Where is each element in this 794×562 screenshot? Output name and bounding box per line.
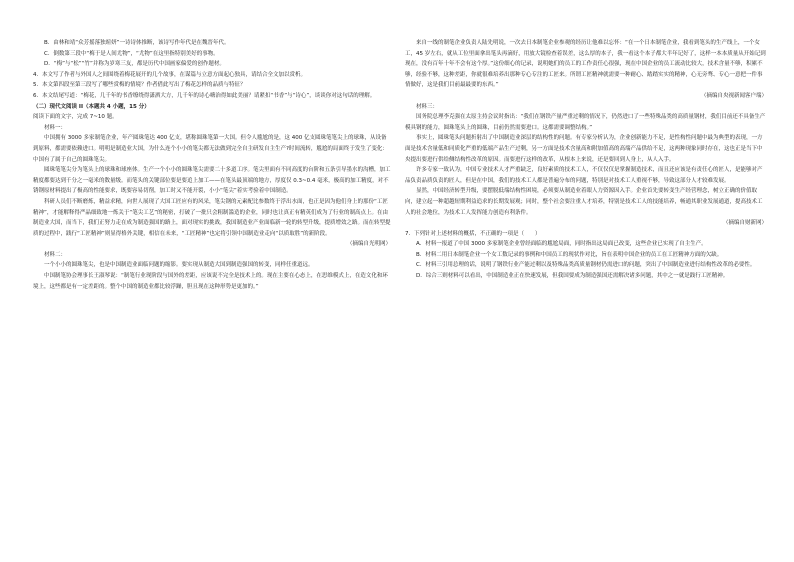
left-paragraph: C．倒数第三段中“梅于是人间尤物”，“尤物”在这里指特别美好的事物。 <box>44 50 219 57</box>
left-column <box>33 38 391 292</box>
left-paragraph: （二）现代文阅读 II（本题共 4 小题，15 分） <box>33 103 150 110</box>
right-paragraph: C．材料三引用总理的话，说明了钢铁行业产能过剩以及特殊品类高质量钢材仍需进口的问题，突出了中国制造业进行结构性改革的必要性。 <box>416 262 756 269</box>
right-paragraph: 事实上，圆珠笔头问题折射出了中国制造业深层的结构性的问题。有专家分析认为，企业创新能力不足，是性构性问题中最为典型的表现，一方面是技术含量低和同质化严重的低端产品生产过剩，另一方面是技术含量高和附加值高的高端产品供给不足，这两种现象同时存在，这也正是当下中央提出要进行供给侧结构性改革的原因。而要进行这样的改革，从根本上来说，还是要回到人身上，从人入手。 <box>405 135 763 163</box>
left-paragraph: 材料二： <box>44 251 67 258</box>
left-paragraph: 中国制笔协会理事长王淑琴说：“制笔行业现阶段与国外的差距，应该说不完全是技术上的。现在主要在心态上，在思维模式上，在造文化和环境上，这些都是有一定差距的。整个中国的制造业都比较浮躁，胆且现在这种形势是更加的。” <box>33 273 388 290</box>
right-paragraph: 国务院总理李克强在太原主持会议时指出：“我们在钢铁产量严重过剩的情况下，仍然进口了一些特殊品类的高质量钢材，我们目前还不具备生产模具钢的能力，圆珠笔头上的圆珠，目前仍然需要进口。这都需要调整结构。” <box>405 114 766 131</box>
right-paragraph: D．综合三则材料可以看出，中国制造业正在快速发展，但我国要成为制造强国还需解决诸多问题，其中之一就是践行工匠精神。 <box>416 273 729 280</box>
left-paragraph: 一个小小的圆珠笔尖，也是中国制造业面临问题的缩影。要实现从制造大国到制造强国的转变，同样任重道远。 <box>44 262 314 269</box>
right-paragraph: 材料三： <box>416 103 439 110</box>
left-paragraph: 科研人员们不断磨炼，精益求精，向世人展现了大国工匠应有的风采，笔尖钢的元素配比参数终于浮出水面，也正是因为他们身上的那份“工匠精神”，才能解释得严晶细致地一炼关于“笔尖工艺”的秘密，打破了一批只会粗制滥造的企业，同时也让真正有精英们成为了行业的制高点上。在由制造业大国，而当下，我们正努力走在成为制造强国的路上，面对现实的挑战，我国制造业产业面临新一轮的转型升级，提质增效之路。而在转型提质的过程中，践行“工匠精神”则显得格外关键，相信在未来，“工匠精神”也定将引领中国制造业走向“以质取胜”的新阶段。 <box>33 198 391 237</box>
left-paragraph: 材料一： <box>44 124 67 131</box>
left-paragraph: （摘编自光明网） <box>346 241 391 248</box>
left-paragraph: 6．本文结尾写道：“梅花，几千年的书香缭绕得潇洒大方，几千年的诗心嗨治得如此美丽？请紧扣“书香”与“诗心”，谈谈你对这句话的理解。 <box>33 92 376 99</box>
left-paragraph: B．由林和靖“众芳摇落独暄妍”一诗诗体推断，该诗写作年代是在魏晋年代。 <box>44 40 230 46</box>
left-paragraph: D．“梅”与“松”“竹”并称为岁寒三友，都是历代中国画家偏爱的创作题材。 <box>44 61 225 68</box>
right-paragraph: 许多专家一致认为，中国专业技术人才严重缺乏，良好素质的技术工人，不仅仅仅是掌握制造技术，而且还应该是有责任心的匠人，是能够对产品负责品质负责的匠人，但是在中国，我们的技术工人都是普遍分布的问题，特别是对技术工人重视不够，导致这部分人才较难发展。 <box>405 167 763 184</box>
right-paragraph: 显然，中国经济转型升级，要摆脱低端结构性困境，必须要从制造业着眼人力资源因入手。企业首先要转变生产经营理念，树立正确的价值取向，建立起一种超越短期利益追求的长期发展观；同时，整个社会要注重人才培养，特别是技术工人的技能培养，畅通其职业发展通道，提高技术工人的社会地位，为技术工人发挥能力创造有利条件。 <box>405 188 763 216</box>
left-paragraph: 阅读下面的文字，完成 7~10 题。 <box>33 114 118 121</box>
left-paragraph: 圆珠笔笔尖分为笔头上的球珠和球座体。生产一个小小的圆珠笔尖需要二十多道工序。笔尖里面有不同高度的台阶和五条引导墨水的沟槽，加工精度都要达到千分之一毫米的数量级。而笔头的关键部位要是要追上加工——在笔头最顶端的地方，厚度仅 0.3~0.4 毫米，极高的加工精度，对不锈钢原材料提出了极高的性能要求，既要容易切削，加工时又不能开裂，小小“笔尖”着实考验着中国制造。 <box>33 167 391 195</box>
right-paragraph: （摘编自财新网） <box>722 220 767 227</box>
left-paragraph: 中国拥有 3000 多家制笔企业，年产圆珠笔达 400 亿支，堪称圆珠笔第一大国。但令人尴尬的是，这 400 亿支圆珠笔笔尖上的球珠，从设备到原料，都需要依赖进口。明明是制造业大国，为什么连个小小的笔尖都无法做到完全自主研发自主生产?时间流转，尴尬的局面终于发生了变化：中国有了属于自己的圆珠笔尖。 <box>33 135 388 163</box>
left-paragraph: 5．本文第四段至第三段写了哪些赏梅的情境？作者借此写出了梅花怎样的品质与特征？ <box>33 82 246 89</box>
right-paragraph: 7．下列针对上述材料的概括，不正确的一项是（ ） <box>405 230 541 237</box>
right-paragraph: B．材料二用日本制笔企业一个女工数记录的事例和中国员工的现状作对比，旨在表明中国企业的员工在工匠精神方面的欠缺。 <box>416 251 723 258</box>
right-paragraph: A．材料一报道了中国 3000 多家制笔企业曾经面临的尴尬局面，同时指出这局面已改变，这些企业已实现了自主生产。 <box>416 241 707 248</box>
left-paragraph: 4．本文写了作者与外国人之间围绕着梅花展开的几个故事，在谋篇与立意方面起心独具，请结合全文加以赏析。 <box>33 71 307 78</box>
right-column <box>405 38 767 282</box>
right-paragraph: 来自一线的制笔企业负责人陆先明说，一次去日本制笔企业参观的经历让他难以忘怀：“在一个日本制笔企业，我看到笔头的生产线上，一个女工，45 岁左右，就从工位里面拿出笔头再滴好，用放大镜检查着误差，这么厚的本子，我一看这个本子都大半年记好了，这样一本本质量从开始记到现在，没有百年十年不会有这个厚。”这份细心的记录，说明她们的员工的工作责任心很强，现在中国企业的员工流动比较大，技术含量不够，积累不够，经验不够，这种差距，你就很难培养出那种专心专注的工匠来。所谓工匠精神就需要一种耐心、踏踏实实的精神，心无旁骛、专心一意把一件事情做好，这是我们目前最最要的东西。” <box>405 40 766 89</box>
right-paragraph: （摘编自央视新闻客户端） <box>700 92 767 99</box>
